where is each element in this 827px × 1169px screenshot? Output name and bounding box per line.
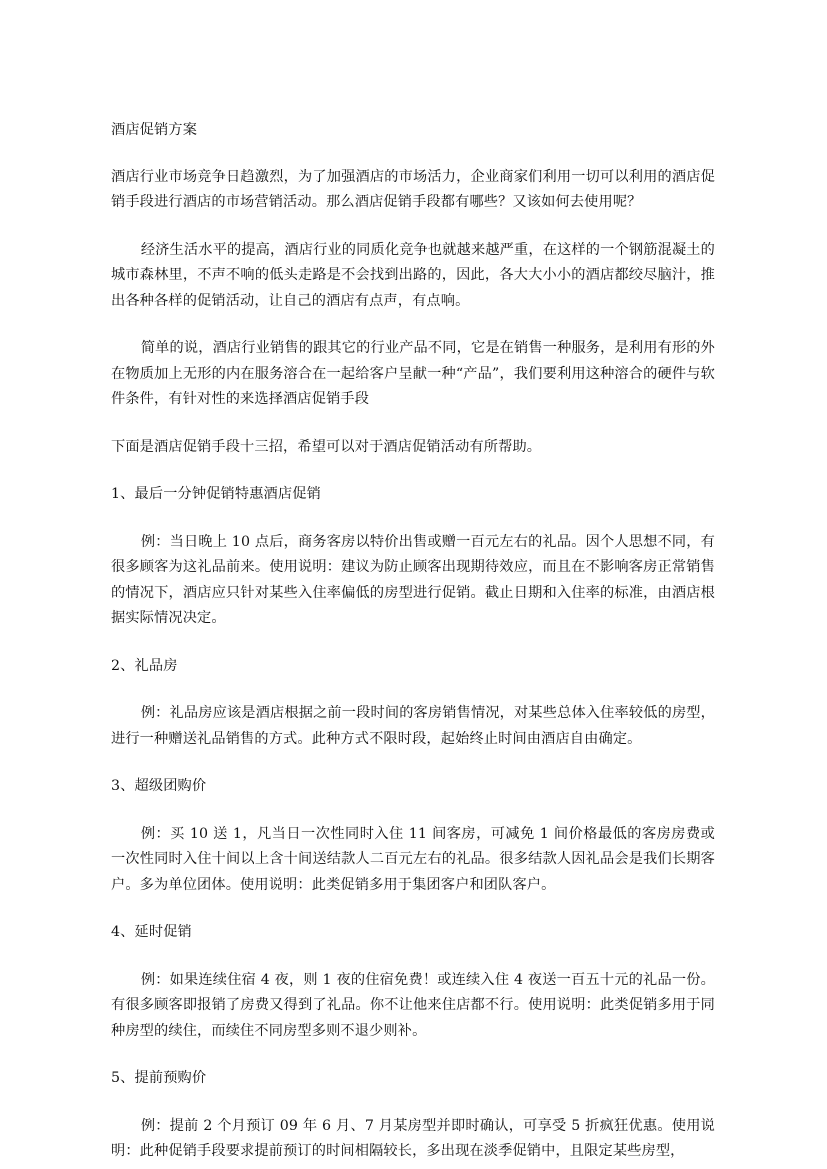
body-paragraph-2: 简单的说，酒店行业销售的跟其它的行业产品不同，它是在销售一种服务，是利用有形的外在物质加上无形的内在服务溶合在一起给客户呈献一种“产品”，我们要利用这种溶合的硬件与软件条件，有针对性的来选择酒店促销手段 [111,340,715,407]
section-heading-3: 3、超级团购价 [111,778,207,794]
section-body-3: 例：买 10 送 1，凡当日一次性同时入住 11 间客房，可减免 1 间价格最低的客房房费或一次性同时入住十间以上含十间送结款人二百元左右的礼品。很多结款人因礼品会是我们长期客户。多为单位团体。使用说明：此类促销多用于集团客户和团队客户。 [111,825,715,893]
document-page [111,118,715,1165]
body-paragraph-1: 经济生活水平的提高，酒店行业的同质化竞争也就越来越严重，在这样的一个钢筋混凝土的城市森林里，不声不响的低头走路是不会找到出路的，因此，各大大小小的酒店都绞尽脑汁，推出各种各样的促销活动，让自己的酒店有点声，有点响。 [111,241,715,309]
section-heading-2: 2、礼品房 [111,657,178,674]
section-body-5: 例：提前 2 个月预订 09 年 6 月、7 月某房型并即时确认，可享受 5 折疯狂优惠。使用说明：此种促销手段要求提前预订的时间相隔较长，多出现在淡季促销中，且限定某些房型， [111,1117,715,1159]
section-heading-5: 5、提前预购价 [111,1070,207,1086]
section-heading-1: 1、最后一分钟促销特惠酒店促销 [111,486,321,502]
section-body-2: 例：礼品房应该是酒店根据之前一段时间的客房销售情况，对某些总体入住率较低的房型，进行一种赠送礼品销售的方式。此种方式不限时段，起始终止时间由酒店自由确定。 [111,705,715,747]
section-heading-4: 4、延时促销 [111,924,192,940]
intro-paragraph: 酒店行业市场竞争日趋激烈，为了加强酒店的市场活力，企业商家们利用一切可以利用的酒店促销手段进行酒店的市场营销活动。那么酒店促销手段都有哪些？又该如何去使用呢？ [111,168,715,210]
section-body-4: 例：如果连续住宿 4 夜，则 1 夜的住宿免费！或连续入住 4 夜送一百五十元的礼品一份。有很多顾客即报销了房费又得到了礼品。你不让他来住店都不行。使用说明：此类促销多用于同种房型的续住，而续住不同房型多则不退少则补。 [111,971,715,1039]
lead-paragraph: 下面是酒店促销手段十三招，希望可以对于酒店促销活动有所帮助。 [111,438,542,455]
document-title: 酒店促销方案 [111,122,198,138]
section-body-1: 例：当日晚上 10 点后，商务客房以特价出售或赠一百元左右的礼品。因个人思想不同，有很多顾客为这礼品前来。使用说明：建议为防止顾客出现期待效应，而且在不影响客房正常销售的情况下，酒店应只针对某些入住率偏低的房型进行促销。截止日期和入住率的标准，由酒店根据实际情况决定。 [111,533,715,626]
